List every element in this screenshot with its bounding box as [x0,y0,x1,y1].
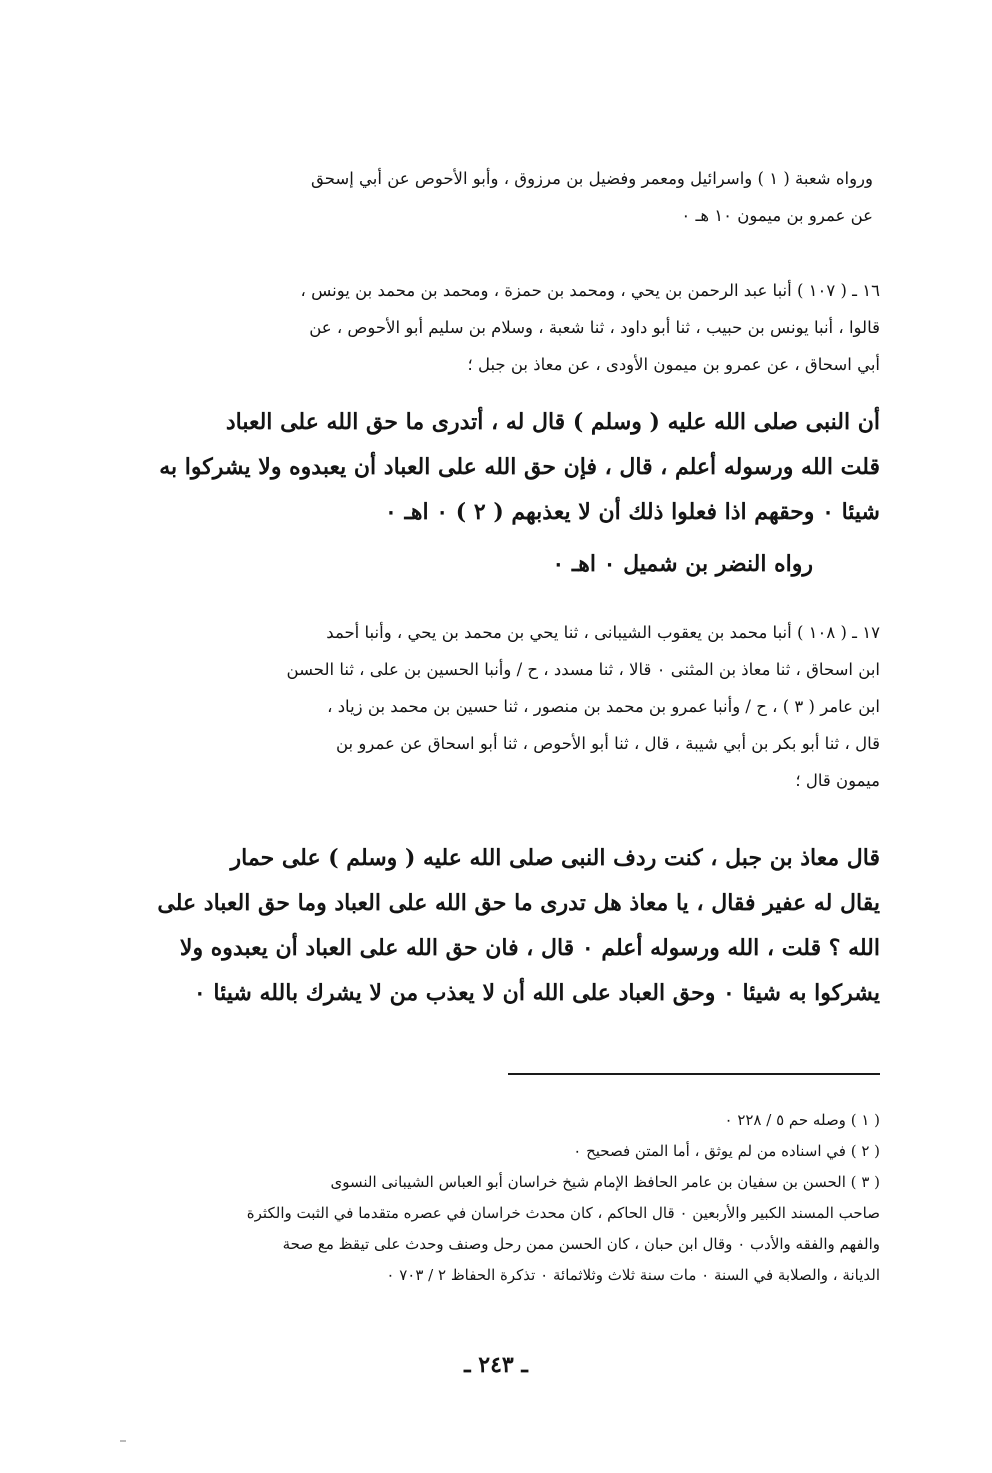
isnad-line: قال ، ثنا أبو بكر بن أبي شيبة ، قال ، ثنا أبو الأحوص ، ثنا أبو اسحاق عن عمرو بن [336,734,880,753]
matn-line: قال معاذ بن جبل ، كنت ردف النبى صلى الله عليه ( وسلم ) على حمار [230,845,880,871]
text-line: عن عمرو بن ميمون ١٠ هـ ٠ [681,206,873,225]
isnad-line: قالوا ، أنبا يونس بن حبيب ، ثنا أبو داود ، ثنا شعبة ، وسلام بن سليم أبو الأحوص ، عن [309,318,880,337]
footnote-line: الديانة ، والصلابة في السنة ٠ مات سنة ثلاث وثلاثمائة ٠ تذكرة الحفاظ ٢ / ٧٠٣ ٠ [386,1266,880,1284]
hadith-17-isnad [133,614,880,799]
text-line: ورواه شعبة ( ١ ) واسرائيل ومعمر وفضيل بن مرزوق ، وأبو الأحوص عن أبي إسحق [310,169,873,188]
isnad-line: ميمون قال ؛ [795,771,880,790]
page-number: ـ ٢٤٣ ـ [464,1352,528,1378]
footnote-line: صاحب المسند الكبير والأربعين ٠ قال الحاكم ، كان محدث خراسان في عصره متقدما في الثبت والكثرة [246,1204,880,1222]
scan-speck [120,1440,126,1442]
isnad-line: ابن عامر ( ٣ ) ، ح / وأنبا عمرو بن محمد بن منصور ، ثنا حسين بن محمد بن زياد ، [327,697,880,716]
riwaya-line: رواه النضر بن شميل ٠ اهـ ٠ [552,551,813,577]
isnad-line: أبي اسحاق ، عن عمرو بن ميمون الأودى ، عن معاذ بن جبل ؛ [467,355,880,374]
hadith-16-matn [133,400,880,535]
matn-line: شيئا ٠ وحقهم اذا فعلوا ذلك أن لا يعذبهم ( ٢ ) ٠ اهـ ٠ [384,499,880,525]
isnad-line: ١٦ ـ ( ١٠٧ ) أنبا عبد الرحمن بن يحي ، ومحمد بن حمزة ، ومحمد بن محمد بن يونس ، [300,281,880,300]
isnad-line: ابن اسحاق ، ثنا معاذ بن المثنى ٠ قالا ، ثنا مسدد ، ح / وأنبا الحسين بن على ، ثنا الحسن [286,660,880,679]
matn-line: أن النبى صلى الله عليه ( وسلم ) قال له ، أتدرى ما حق الله على العباد [225,409,880,435]
footnote-line: والفهم والفقه والأدب ٠ وقال ابن حبان ، كان الحسن ممن رحل وصنف وحدث على تيقظ مع صحة [282,1235,880,1253]
hadith-17-matn [133,836,880,1016]
previous-hadith-continuation [133,160,873,234]
matn-line: قلت الله ورسوله أعلم ، قال ، فإن حق الله على العباد أن يعبدوه ولا يشركوا به [159,454,880,480]
matn-line: الله ؟ قلت ، الله ورسوله أعلم ٠ قال ، فان حق الله على العباد أن يعبدوه ولا [179,935,880,961]
isnad-line: ١٧ ـ ( ١٠٨ ) أنبا محمد بن يعقوب الشيبانى ، ثنا يحي بن محمد بن يحي ، وأنبا أحمد [326,623,880,642]
footnotes [133,1105,880,1291]
footnote-line: ( ٢ ) في اسناده من لم يوثق ، أما المتن فصحيح ٠ [573,1142,880,1160]
footnote-line: ( ٣ ) الحسن بن سفيان بن عامر الحافظ الإمام شيخ خراسان أبو العباس الشيبانى النسوى [330,1173,880,1191]
footnote-divider [508,1073,880,1075]
hadith-16-isnad [133,272,880,383]
matn-line: يقال له عفير فقال ، يا معاذ هل تدرى ما حق الله على العباد وما حق العباد على [157,890,880,916]
footnote-line: ( ١ ) وصله حم ٥ / ٢٢٨ ٠ [724,1111,880,1129]
matn-line: يشركوا به شيئا ٠ وحق العباد على الله أن لا يعذب من لا يشرك بالله شيئا ٠ [193,980,880,1006]
hadith-16-riwaya [133,542,813,587]
